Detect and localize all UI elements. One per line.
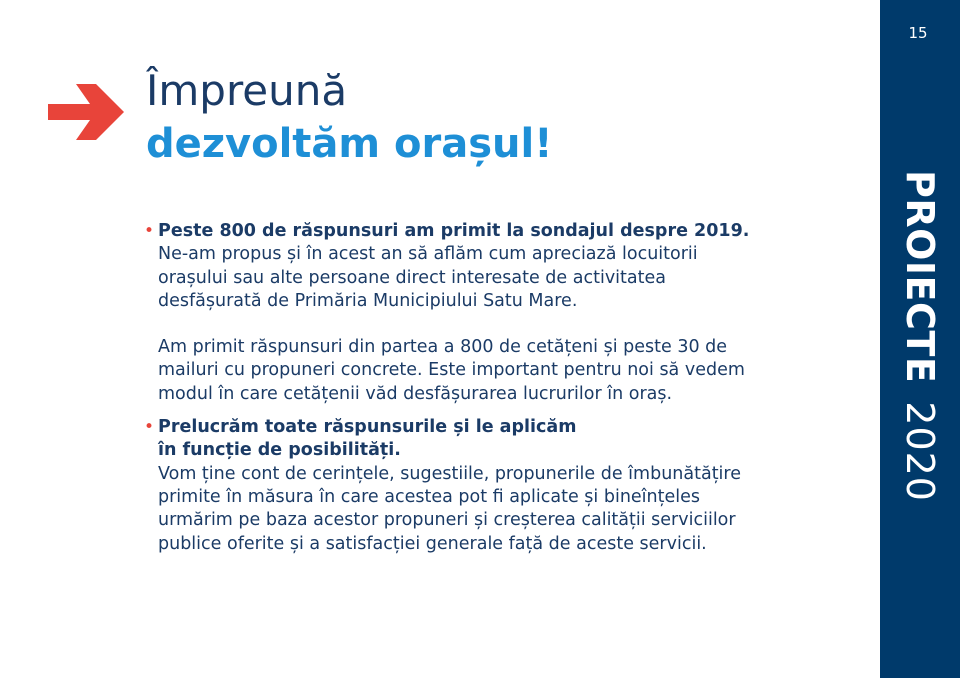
item-heading: în funcție de posibilități. [158, 440, 401, 461]
item-body-line: Am primit răspunsuri din partea a 800 de cetățeni și peste 30 de [158, 337, 728, 358]
item-body-line: mailuri cu propuneri concrete. Este important pentru noi să vedem [158, 360, 745, 381]
bullet-dot-icon: • [144, 417, 155, 438]
section-title-bold: PROIECTE [898, 170, 942, 384]
page-heading [146, 66, 552, 168]
item-body-line: Vom ține cont de cerințele, sugestiile, propunerile de îmbunătățire [158, 463, 741, 484]
heading-line1: Împreună [146, 66, 348, 115]
item-body-line: Ne-am propus și în acest an să aflăm cum apreciază locuitorii [158, 244, 698, 265]
section-title [898, 170, 942, 502]
list-item [144, 220, 864, 406]
item-body-line: primite în măsura în care acestea pot fi aplicate și bineînțeles [158, 486, 701, 507]
item-body-line: orașului sau alte persoane direct interesate de activitatea [158, 267, 666, 288]
item-body-line: modul în care cetățenii văd desfășurarea lucrurilor în oraș. [158, 383, 673, 404]
item-body-line: urmărim pe baza acestor propuneri și creșterea calității serviciilor [158, 510, 736, 531]
item-body-line: desfășurată de Primăria Municipiului Satu Mare. [158, 290, 578, 311]
bullet-dot-icon: • [144, 221, 155, 241]
page-number: 15 [908, 24, 928, 42]
heading-line2: dezvoltăm orașul! [146, 121, 553, 168]
list-item [144, 416, 864, 556]
sidebar-band [880, 0, 960, 678]
section-title-year: 2020 [898, 401, 942, 502]
arrow-right-icon [48, 80, 124, 144]
item-heading: Prelucrăm toate răspunsurile și le aplicăm [158, 417, 577, 438]
item-heading: Peste 800 de răspunsuri am primit la sondajul despre 2019. [158, 221, 750, 241]
main-content [144, 220, 864, 556]
item-body-line: publice oferite și a satisfacției generale față de aceste servicii. [158, 533, 707, 554]
